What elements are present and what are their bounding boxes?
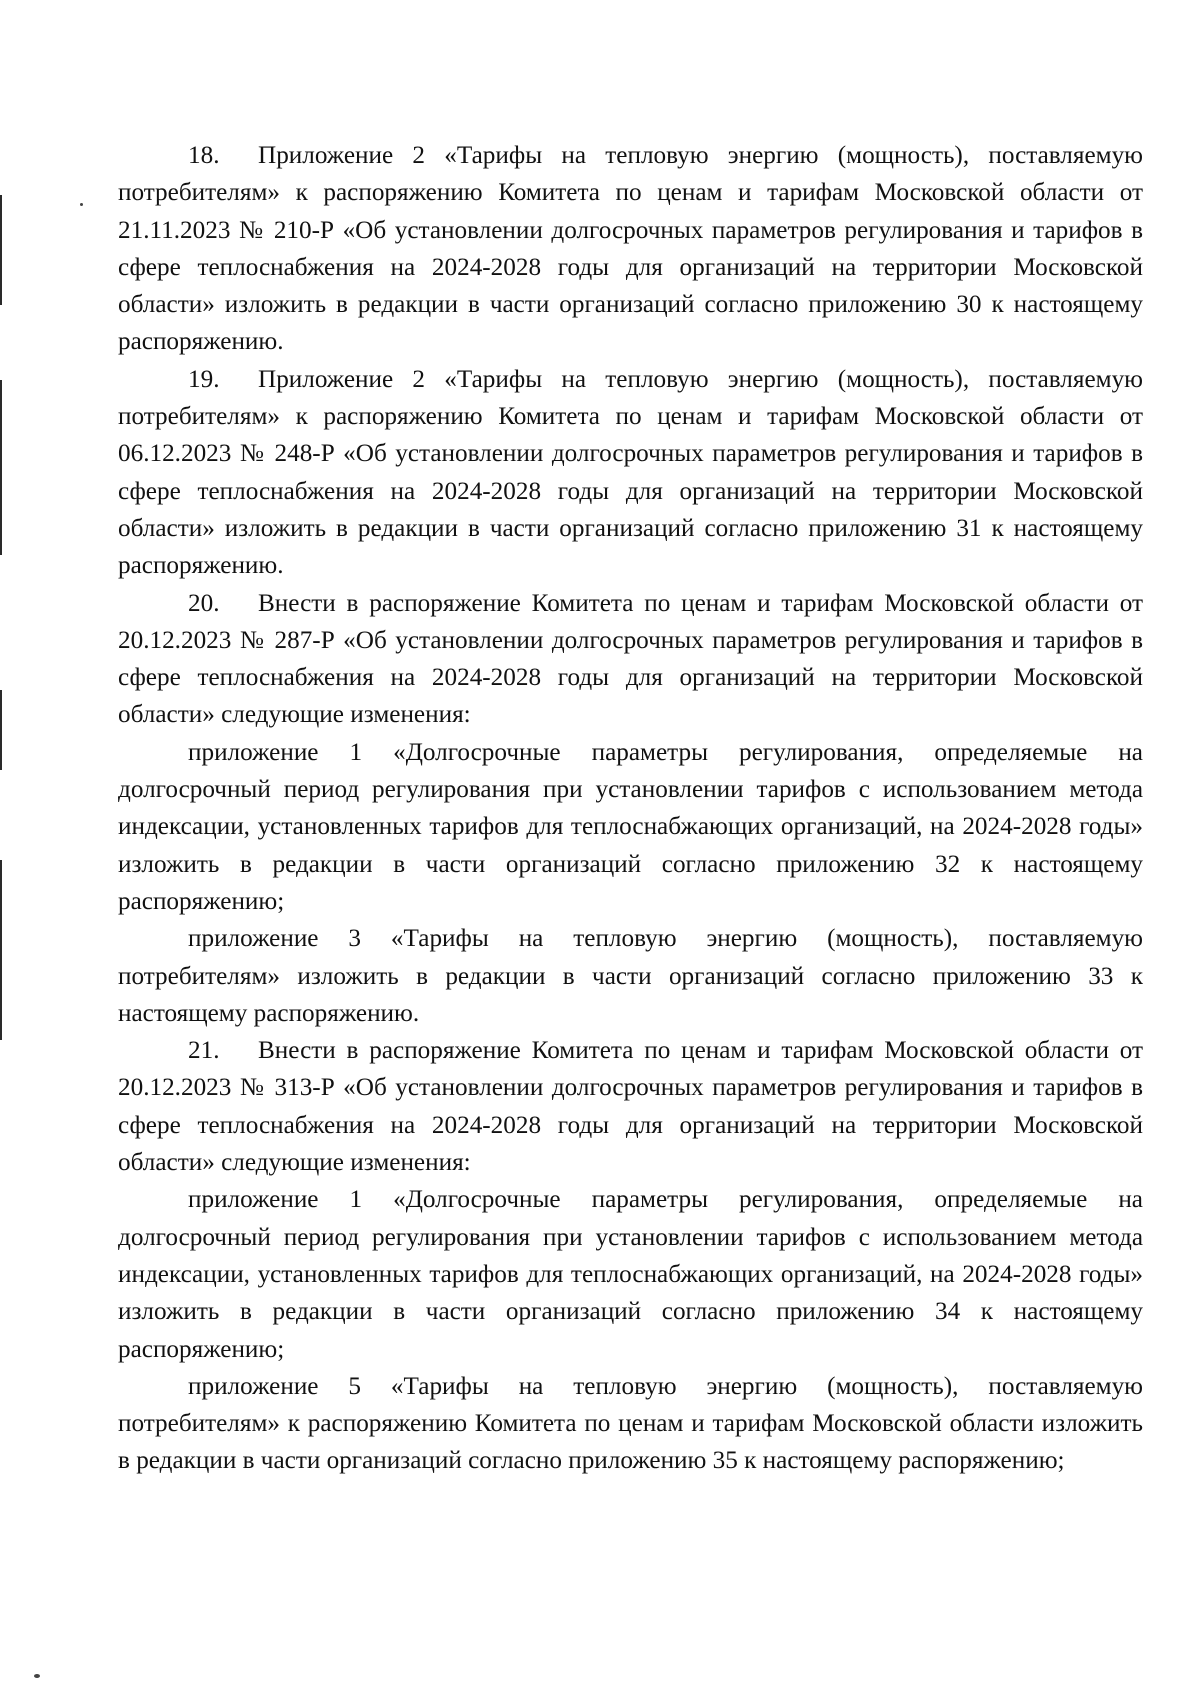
paragraph-number: 20. <box>188 589 220 617</box>
paragraph-21 <box>118 1032 1143 1181</box>
scan-edge-mark <box>0 690 2 770</box>
paragraph-text: приложение 1 «Долгосрочные параметры регулирования, определяемые на долгосрочный период регулирования при установлении тарифов с использованием метода индексации, установленных тарифов для теплоснабжающих организаций, на 2024-2028 годы» изложить в редакции в части организаций согласно приложению 34 к настоящему распоряжению; <box>118 1186 1143 1363</box>
paragraph-number: 19. <box>188 365 220 393</box>
paragraph-20 <box>118 585 1143 734</box>
paragraph-text: Приложение 2 «Тарифы на тепловую энергию (мощность), поставляемую потребителям» к распоряжению Комитета по ценам и тарифам Московской области от 21.11.2023 № 210-Р «Об установлении долгосрочных параметров регулирования и тарифов в сфере теплоснабжения на 2024-2028 годы для организаций на территории Московской области» изложить в редакции в части организаций согласно приложению 30 к настоящему распоряжению. <box>118 142 1143 356</box>
scan-speck <box>34 1674 40 1678</box>
paragraph-number: 21. <box>188 1037 220 1065</box>
paragraph-text: Внести в распоряжение Комитета по ценам и тарифам Московской области от 20.12.2023 № 313-Р «Об установлении долгосрочных параметров регулирования и тарифов в сфере теплоснабжения на 2024-2028 годы для организаций на территории Московской области» следующие изменения: <box>118 1037 1143 1177</box>
scan-edge-mark <box>0 195 2 305</box>
paragraph-text: Внести в распоряжение Комитета по ценам и тарифам Московской области от 20.12.2023 № 287-Р «Об установлении долгосрочных параметров регулирования и тарифов в сфере теплоснабжения на 2024-2028 годы для организаций на территории Московской области» следующие изменения: <box>118 589 1143 729</box>
paragraph-text: приложение 1 «Долгосрочные параметры регулирования, определяемые на долгосрочный период регулирования при установлении тарифов с использованием метода индексации, установленных тарифов для теплоснабжающих организаций, на 2024-2028 годы» изложить в редакции в части организаций согласно приложению 32 к настоящему распоряжению; <box>118 738 1143 915</box>
paragraph-text: Приложение 2 «Тарифы на тепловую энергию (мощность), поставляемую потребителям» к распоряжению Комитета по ценам и тарифам Московской области от 06.12.2023 № 248-Р «Об установлении долгосрочных параметров регулирования и тарифов в сфере теплоснабжения на 2024-2028 годы для организаций на территории Московской области» изложить в редакции в части организаций согласно приложению 31 к настоящему распоряжению. <box>118 365 1143 580</box>
paragraph-20-item-2 <box>118 920 1143 1032</box>
paragraph-number: 18. <box>188 142 220 169</box>
paragraph-21-item-1 <box>118 1181 1143 1367</box>
scan-speck <box>80 203 83 206</box>
paragraph-18 <box>118 137 1143 361</box>
paragraph-19 <box>118 361 1143 585</box>
scan-edge-mark <box>0 380 2 555</box>
paragraph-text: приложение 5 «Тарифы на тепловую энергию (мощность), поставляемую потребителям» к распоряжению Комитета по ценам и тарифам Московской области изложить в редакции в части организаций согласно приложению 35 к настоящему распоряжению; <box>118 1372 1143 1475</box>
paragraph-21-item-2 <box>118 1368 1143 1480</box>
paragraph-20-item-1 <box>118 734 1143 920</box>
document-body <box>118 137 1143 1480</box>
paragraph-text: приложение 3 «Тарифы на тепловую энергию (мощность), поставляемую потребителям» изложить в редакции в части организаций согласно приложению 33 к настоящему распоряжению. <box>118 925 1143 1027</box>
scan-edge-mark <box>0 860 2 1040</box>
